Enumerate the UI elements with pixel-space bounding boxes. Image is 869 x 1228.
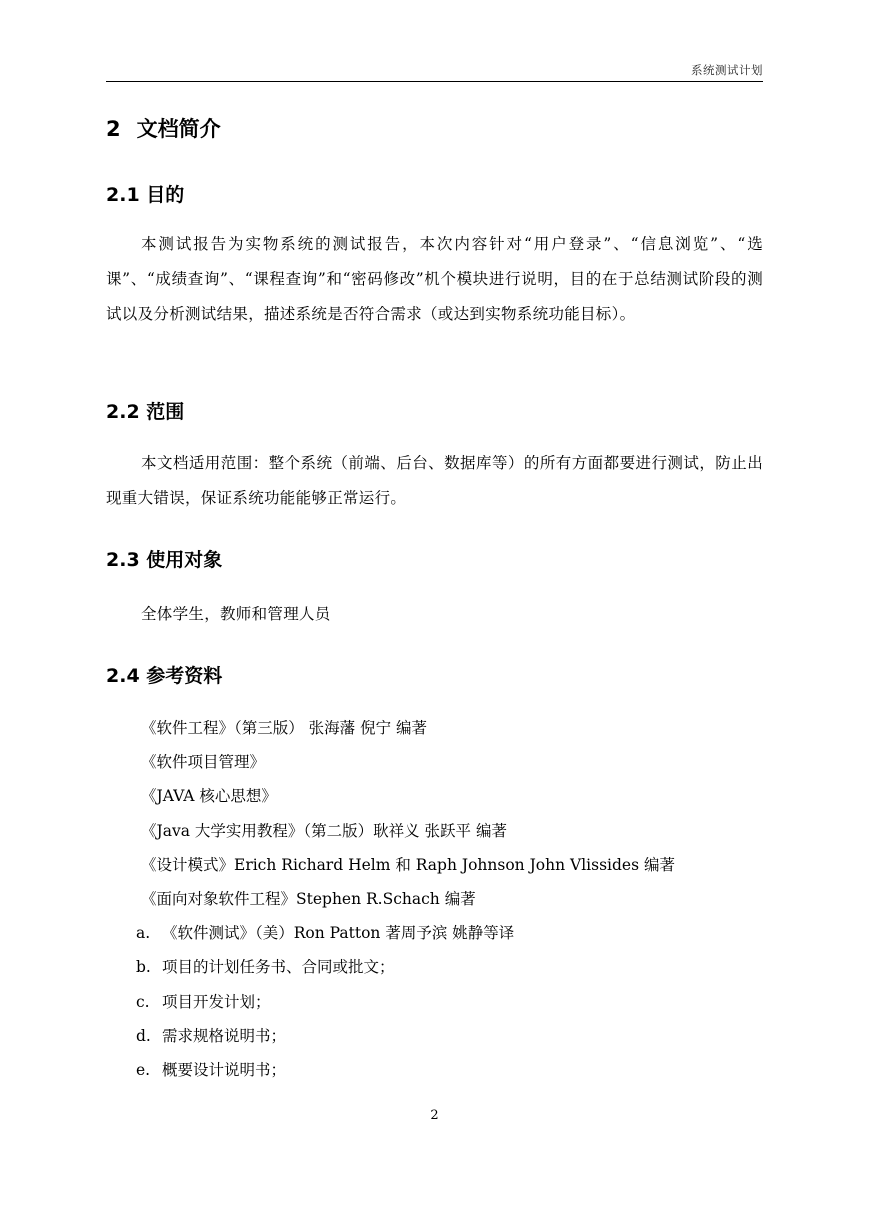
list-marker: a.	[136, 924, 151, 942]
reference-list-item	[136, 1060, 286, 1080]
reference-book: 《面向对象软件工程》Stephen R.Schach 编著	[141, 890, 476, 908]
section-title: 文档简介	[136, 117, 221, 141]
reference-list-item	[136, 923, 514, 943]
list-item-text: 项目开发计划；	[162, 993, 271, 1011]
reference-book: 《软件工程》（第三版） 张海藩 倪宁 编著	[141, 719, 428, 737]
audience-paragraph: 全体学生，教师和管理人员	[141, 605, 331, 623]
list-item-text: 《软件测试》（美）Ron Patton 著周予滨 姚静等译	[162, 924, 515, 942]
list-marker: e.	[136, 1061, 151, 1079]
subsection-heading-scope: 2.2 范围	[106, 401, 185, 423]
list-item-text: 需求规格说明书；	[162, 1027, 287, 1045]
scope-paragraph: 本文档适用范围：整个系统（前端、后台、数据库等）的所有方面都要进行测试，防止出现重大错误，保证系统功能能够正常运行。	[106, 454, 763, 507]
list-marker: c.	[136, 993, 150, 1011]
page-number: 2	[430, 1108, 439, 1123]
subsection-heading-purpose: 2.1 目的	[106, 184, 185, 206]
reference-list-item	[136, 957, 395, 977]
reference-book: 《Java 大学实用教程》（第二版）耿祥义 张跃平 编著	[141, 822, 507, 840]
list-marker: d.	[136, 1027, 151, 1045]
purpose-paragraph: 本测试报告为实物系统的测试报告，本次内容针对“用户登录”、“信息浏览”、“选课”、“成绩查询”、“课程查询”和“密码修改”机个模块进行说明，目的在于总结测试阶段的测试以及分析测试结果，描述系统是否符合需求（或达到实物系统功能目标）。	[106, 235, 763, 323]
reference-list-item	[136, 992, 271, 1012]
section-heading	[106, 113, 221, 143]
reference-book: 《软件项目管理》	[141, 753, 266, 771]
reference-list-item	[136, 1026, 286, 1046]
reference-book: 《设计模式》Erich Richard Helm 和 Raph Johnson John Vlissides 编著	[141, 856, 675, 874]
list-item-text: 概要设计说明书；	[162, 1061, 287, 1079]
list-item-text: 项目的计划任务书、合同或批文；	[162, 958, 395, 976]
section-number: 2	[106, 117, 121, 141]
list-marker: b.	[136, 958, 151, 976]
header-rule	[106, 81, 763, 82]
reference-book: 《JAVA 核心思想》	[141, 787, 277, 805]
subsection-heading-references: 2.4 参考资料	[106, 665, 223, 687]
running-header: 系统测试计划	[691, 63, 763, 77]
subsection-heading-audience: 2.3 使用对象	[106, 549, 223, 571]
